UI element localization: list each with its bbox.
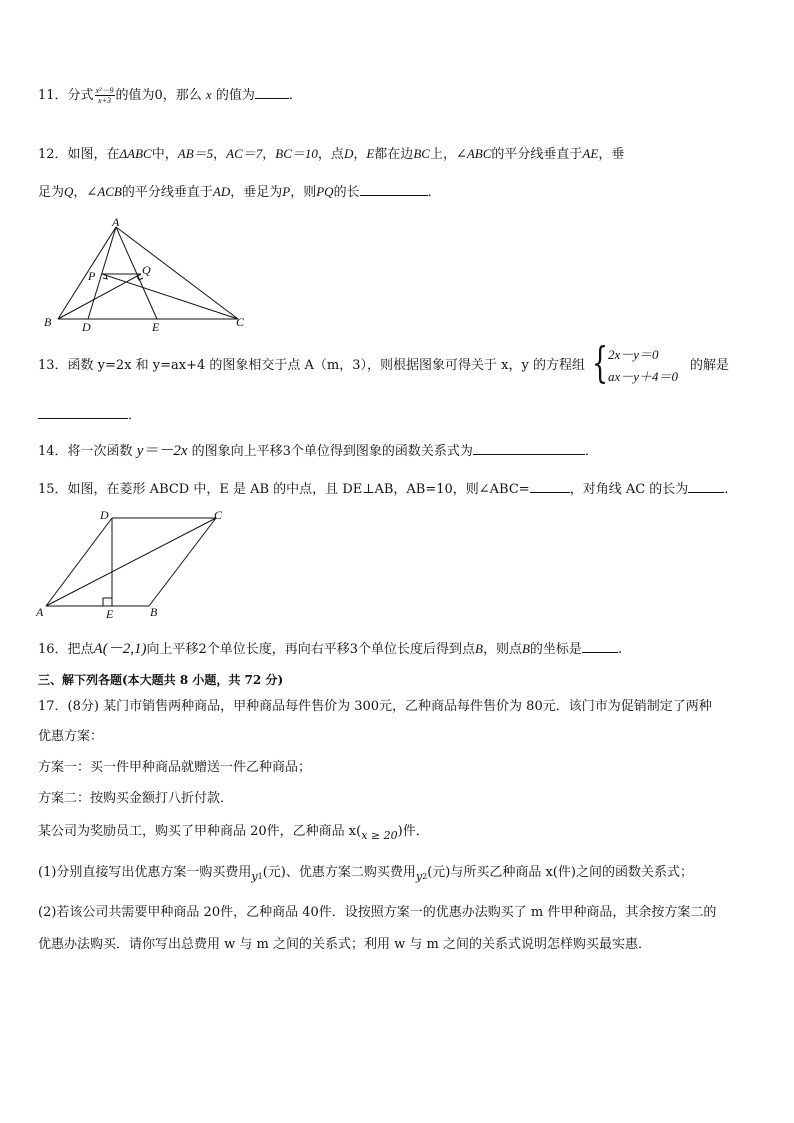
- answer-blank[interactable]: [473, 440, 585, 455]
- segment-ac: [116, 227, 238, 319]
- q13-text-b: [690, 356, 729, 376]
- q12-text: 足为: [38, 185, 65, 200]
- q16-point-b: B: [521, 641, 530, 656]
- q12-ab: AB＝5: [177, 146, 214, 161]
- question-17-line-2: [38, 727, 103, 747]
- y1-subscript: 1: [257, 872, 263, 881]
- label-b: B: [150, 605, 158, 619]
- q16-text: 向上平移2个单位长度，再向右平移3个单位长度后得到点: [146, 642, 475, 657]
- q12-sep: ，: [353, 147, 367, 162]
- side-bc: [149, 518, 216, 606]
- q12-sep: ，: [213, 147, 227, 162]
- q11-variable: x: [205, 87, 212, 102]
- question-13: [38, 356, 585, 376]
- q13-answer-line: [38, 404, 141, 426]
- q12-segment-pq: PQ: [316, 184, 334, 199]
- question-11: [38, 84, 302, 106]
- segment-ab: [58, 227, 116, 319]
- q12-text: 中，: [151, 147, 178, 162]
- q14-function: y＝－2x: [136, 443, 188, 459]
- q14-end: ．: [584, 444, 598, 459]
- q13-text-suffix: 的解是: [690, 358, 730, 373]
- q15-text: 15．如图，在菱形 ABCD 中，E 是 AB 的中点，且 DE⊥AB，AB=10，则∠ABC=: [38, 482, 530, 497]
- q12-point-p: P: [282, 184, 291, 199]
- q11-fraction: [95, 86, 115, 105]
- q17-condition: x ≥ 20: [361, 829, 398, 842]
- y1-symbol: y: [251, 870, 258, 883]
- plan-1-text: 方案一：买一件甲种商品就赠送一件乙种商品；: [38, 760, 312, 775]
- q12-text: ，垂足为: [230, 185, 283, 200]
- q12-triangle: ΔABC: [119, 146, 152, 161]
- fraction-denominator: x+3: [98, 96, 111, 105]
- q12-text: ，则: [290, 185, 317, 200]
- q12-text: ，点: [317, 147, 344, 162]
- question-16: [38, 638, 622, 660]
- q15-text: ，对角线 AC 的长为: [569, 482, 689, 497]
- question-17-part-2-line-1: [38, 903, 716, 923]
- q17-part1-text: (元)、优惠方案二购买费用: [262, 865, 416, 880]
- q12-angle-acb: ∠ACB: [86, 184, 122, 199]
- q17-text: )件．: [397, 824, 429, 839]
- q12-point-q: Q: [64, 184, 74, 199]
- q12-point-e: E: [366, 146, 375, 161]
- answer-blank-angle[interactable]: [530, 478, 570, 493]
- q11-end: ．: [288, 88, 302, 103]
- q12-point-d: D: [343, 146, 354, 161]
- question-17-plan-1: [38, 758, 311, 778]
- label-a: A: [36, 605, 44, 619]
- q16-text: 的坐标是: [529, 642, 582, 657]
- equation-2: ax－y＋4＝0: [608, 369, 679, 384]
- plan-2-text: 方案二：按购买金额打八折付款．: [38, 791, 234, 806]
- label-d: D: [82, 320, 91, 334]
- right-angle-mark-p: [103, 275, 107, 279]
- label-p: P: [88, 269, 96, 283]
- question-17-plan-2: [38, 789, 233, 809]
- label-q: Q: [142, 263, 151, 277]
- q16-text: 16．把点: [38, 642, 94, 657]
- q17-part1-text: (元)与所买乙种商品 x(件)之间的函数关系式；: [427, 865, 693, 880]
- y2-symbol: y: [415, 870, 423, 883]
- q11-text: 11．分式: [38, 88, 94, 103]
- q12-text: 上，: [429, 147, 456, 162]
- q17-text: 优惠方案：: [38, 729, 104, 744]
- label-c: C: [236, 315, 245, 329]
- q12-text: 的平分线垂直于: [121, 185, 213, 200]
- q14-text: 的图象向上平移3个单位得到图象的函数关系式为: [191, 444, 473, 459]
- q12-sep: ，: [262, 147, 276, 162]
- section-title: 三、解下列各题(本大题共 8 小题，共 72 分): [38, 673, 284, 687]
- diagonal-ac: [46, 518, 216, 606]
- question-15: [38, 478, 737, 500]
- fraction-numerator: x²－9: [95, 86, 114, 95]
- q12-text: 的长: [333, 185, 360, 200]
- q14-text: 14．将一次函数: [38, 444, 133, 459]
- question-17-part-1: [38, 863, 693, 887]
- answer-blank[interactable]: [582, 638, 618, 653]
- label-b: B: [44, 315, 52, 329]
- q16-end: .: [617, 642, 623, 657]
- q16-point-b: B: [475, 641, 483, 656]
- answer-blank[interactable]: [255, 84, 289, 99]
- q17-part2-text: (2)若该公司共需要甲种商品 20件，乙种商品 40件．设按照方案一的优惠办法购买了 m 件甲种商品，其余按方案二的: [38, 905, 717, 920]
- right-angle-mark-e: [103, 598, 112, 606]
- q13-end: ．: [128, 408, 142, 423]
- equation-1: 2x－y＝0: [608, 347, 659, 362]
- question-17-line-5: [38, 822, 429, 846]
- q12-text: ，垂: [598, 147, 625, 162]
- q15-end: ．: [724, 482, 738, 497]
- question-17-part-2-line-2: [38, 935, 651, 955]
- q12-angle-abc: ∠ABC: [455, 146, 492, 161]
- label-c: C: [214, 508, 223, 522]
- q12-bc: BC＝10: [275, 146, 318, 161]
- rhombus-figure-q15: [34, 506, 234, 620]
- q17-text: 17．(8分) 某门市销售两种商品，甲种商品每件售价为 300元，乙种商品每件售价为 80元．该门市为促销制定了两种: [38, 699, 712, 714]
- q13-text: 13．函数 y=2x 和 y=ax+4 的图象相交于点 A（m，3），则根据图象可得关于 x，y 的方程组: [38, 358, 585, 373]
- segment-cp: [102, 274, 238, 319]
- question-17-line-1: [38, 697, 712, 717]
- answer-blank[interactable]: [360, 181, 428, 196]
- brace-icon: {: [592, 338, 609, 387]
- label-e: E: [152, 320, 160, 334]
- label-a: A: [112, 216, 120, 229]
- answer-blank[interactable]: [38, 404, 128, 419]
- q12-segment-ae: AE: [582, 146, 599, 161]
- question-12-line-2: [38, 181, 441, 203]
- side-da: [46, 518, 112, 606]
- q12-end: ．: [427, 185, 441, 200]
- q12-text: 的平分线垂直于: [491, 147, 583, 162]
- q11-text-middle: 的值为0，那么: [115, 88, 202, 103]
- triangle-figure-q12: [36, 216, 256, 334]
- section-heading: [38, 670, 283, 690]
- question-14: [38, 440, 598, 462]
- question-12-line-1: [38, 144, 624, 165]
- label-e: E: [106, 607, 114, 620]
- y2-subscript: 2: [422, 872, 428, 881]
- q12-text: 12．如图，在: [38, 147, 120, 162]
- q16-text: ，则点: [482, 642, 522, 657]
- q12-text: ，: [73, 185, 87, 200]
- q11-text-suffix: 的值为: [215, 88, 255, 103]
- q12-segment-bc: BC: [413, 146, 430, 161]
- label-d: D: [100, 508, 109, 522]
- q12-text: 都在边: [374, 147, 414, 162]
- answer-blank-diagonal[interactable]: [688, 478, 724, 493]
- q17-part1-text: (1)分别直接写出优惠方案一购买费用: [38, 865, 252, 880]
- segment-ae: [116, 227, 157, 319]
- q17-part2-text: 优惠办法购买．请你写出总费用 w 与 m 之间的关系式；利用 w 与 m 之间的关系式说明怎样购买最实惠．: [38, 937, 651, 952]
- q17-text: 某公司为奖励员工，购买了甲种商品 20件，乙种商品 x(: [38, 824, 362, 839]
- q12-segment-ad: AD: [212, 184, 231, 199]
- q16-point-a: A(－2,1): [93, 641, 147, 657]
- q12-ac: AC＝7: [226, 146, 263, 161]
